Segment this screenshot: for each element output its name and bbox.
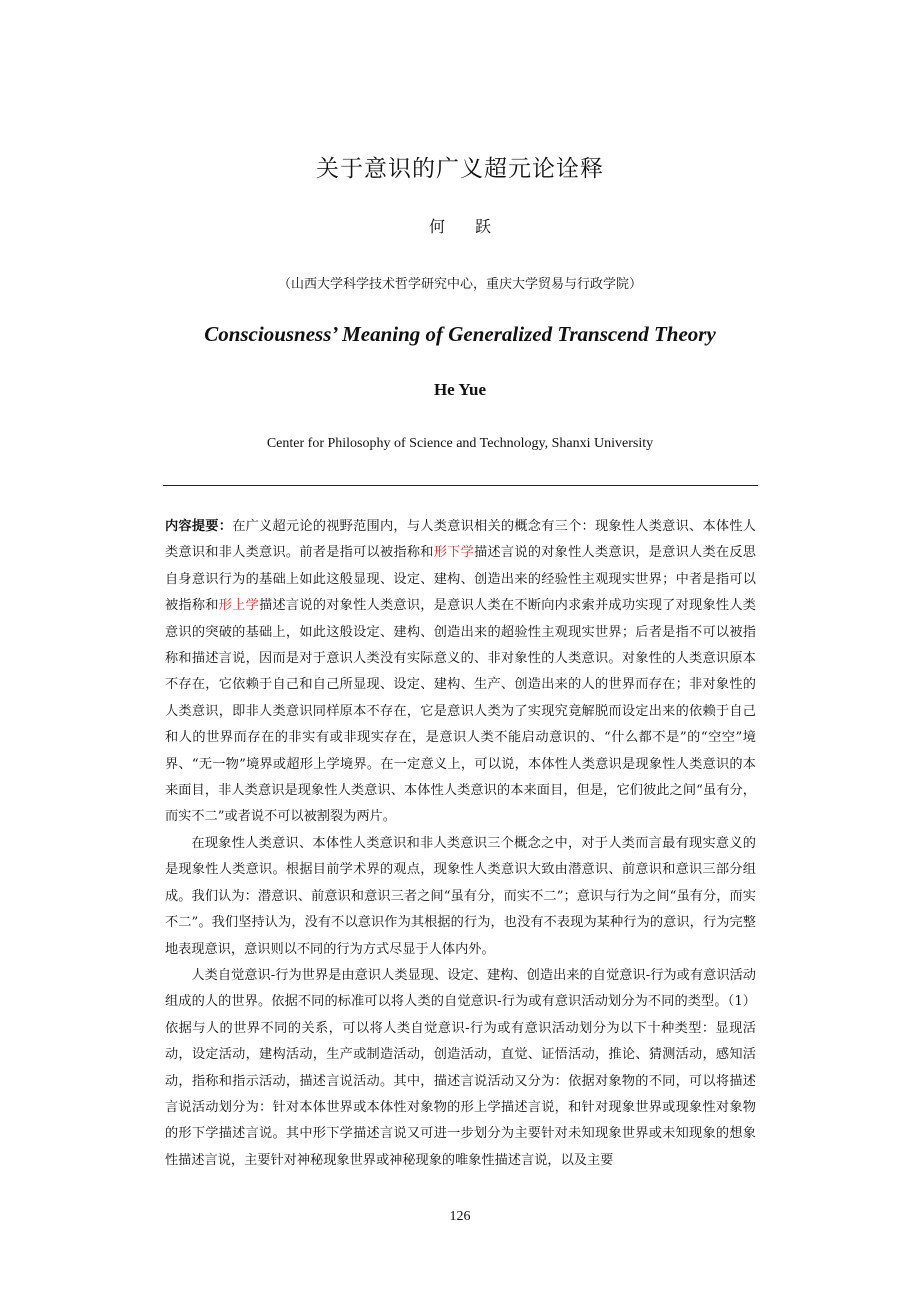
paper-title-en: Consciousness’ Meaning of Generalized Transcend Theory xyxy=(204,322,716,346)
author-given-name: 何 xyxy=(428,217,445,236)
abstract-label: 内容提要： xyxy=(165,519,233,534)
header-divider xyxy=(163,485,758,486)
paper-title-cn: 关于意识的广义超元论诠释 xyxy=(316,156,604,182)
author-family-name: 跃 xyxy=(475,217,492,236)
paper-body xyxy=(165,514,756,1174)
highlight-term-xingshangxue: 形上学 xyxy=(218,598,260,614)
affiliation-cn: （山西大学科学技术哲学研究中心，重庆大学贸易与行政学院） xyxy=(277,277,642,292)
abstract-text-3: 描述言说的对象性人类意识，是意识人类在不断向内求索并成功实现了对现象性人类意识的突破的基础上，如此这般设定、建构、创造出来的超验性主观现实世界；后者是指不可以被指称和描述言说，因而是对于意识人类没有实际意义的、非对象性的人类意识。对象性的人类意识原本不存在，它依赖于自己和自己所显现、设定、建构、生产、创造出来的人的世界而存在；非对象性的人类意识，即非人类意识同样原本不存在，它是意识人类为了实现究竟解脱而设定出来的依赖于自己和人的世界而存在的非实有或非现实存在，是意识人类不能启动意识的、“什么都不是”的“空空”境界、“无一物”境界或超形上学境界。在一定意义上，可以说，本体性人类意识是现象性人类意识的本来面目，非人类意识是现象性人类意识、本体性人类意识的本来面目，但是，它们彼此之间“虽有分，而实不二”或者说不可以被割裂为两片。 xyxy=(165,598,756,825)
abstract-text-1: 在广义超元论的视野范围内，与人类意识相关的概念有三个：现象性人类意识、本体性人类意识和非人类意识。前者是指可以被指称和 xyxy=(165,519,756,561)
abstract-paragraph xyxy=(165,514,756,831)
author-name-cn xyxy=(0,214,920,237)
author-name-en: He Yue xyxy=(433,380,487,399)
affiliation-en: Center for Philosophy of Science and Technology, Shanxi University xyxy=(266,436,654,451)
body-paragraph-2: 人类自觉意识-行为世界是由意识人类显现、设定、建构、创造出来的自觉意识-行为或有意识活动组成的人的世界。依据不同的标准可以将人类的自觉意识-行为或有意识活动划分为不同的类型。（1）依据与人的世界不同的关系，可以将人类自觉意识-行为或有意识活动划分为以下十种类型：显现活动，设定活动，建构活动，生产或制造活动，创造活动，直觉、证悟活动，推论、猜测活动，感知活动，指称和指示活动，描述言说活动。其中，描述言说活动又分为：依据对象物的不同，可以将描述言说活动划分为：针对本体世界或本体性对象物的形上学描述言说，和针对现象世界或现象性对象物的形下学描述言说。其中形下学描述言说又可进一步划分为主要针对未知现象世界或未知现象的想象性描述言说，主要针对神秘现象世界或神秘现象的唯象性描述言说，以及主要 xyxy=(165,967,756,1168)
body-paragraph-1: 在现象性人类意识、本体性人类意识和非人类意识三个概念之中，对于人类而言最有现实意义的是现象性人类意识。根据目前学术界的观点，现象性人类意识大致由潜意识、前意识和意识三部分组成。我们认为：潜意识、前意识和意识三者之间“虽有分，而实不二”；意识与行为之间“虽有分，而实不二”。我们坚持认为，没有不以意识作为其根据的行为，也没有不表现为某种行为的意识，行为完整地表现意识，意识则以不同的行为方式尽显于人体内外。 xyxy=(165,835,756,957)
abstract-text-2: 描述言说的对象性人类意识，是意识人类在反思自身意识行为的基础上如此这般显现、设定、建构、创造出来的经验性主观现实世界；中者是指可以被指称和 xyxy=(165,545,756,614)
page-number: 126 xyxy=(449,1209,471,1224)
highlight-term-xingxiaxue: 形下学 xyxy=(433,545,475,561)
